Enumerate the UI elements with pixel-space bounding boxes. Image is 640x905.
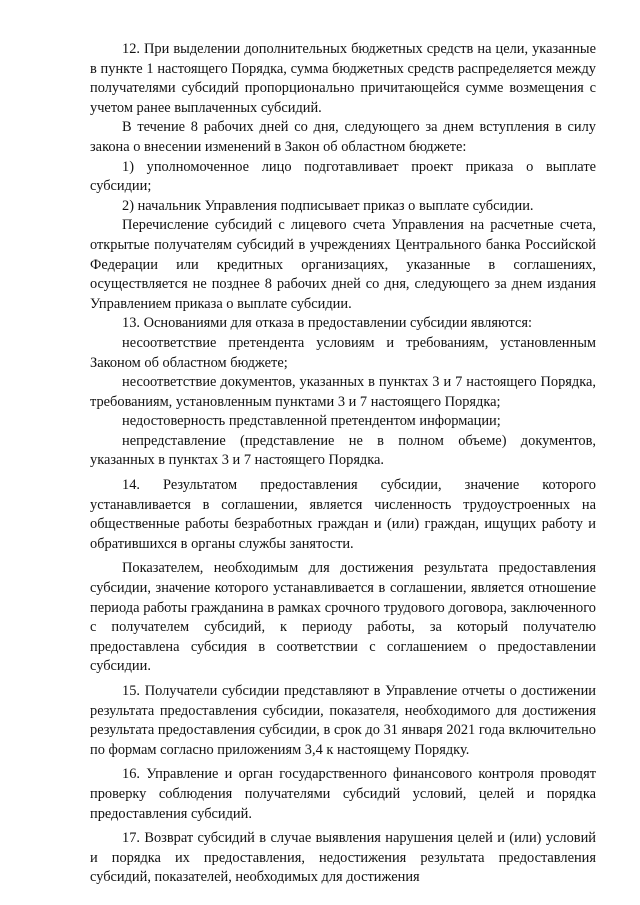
refusal-ground-inaccuracy: недостоверность представленной претендентом информации; — [122, 413, 501, 430]
list-item-2-sign-order: 2) начальник Управления подписывает приказ о выплате субсидии. — [122, 197, 534, 214]
paragraph-12-distribution: 12. При выделении дополнительных бюджетных средств на цели, указанные в пункте 1 настоящего Порядка, сумма бюджетных средств распределяется между получателями субсидий пропорционально причитающейся сумме возмещения с учетом ранее выплаченных субсидий. — [90, 41, 596, 116]
paragraph-indicator: Показателем, необходимым для достижения результата предоставления субсидии, значение которого устанавливается в соглашении, является отношение периода работы гражданина в рамках срочного трудового договора, заключенного с получателем субсидий, к периоду работы, за который получателю предоставлена субсидия в соответствии с соглашением о предоставлении субсидии. — [90, 560, 596, 675]
list-item-1-draft-order: 1) уполномоченное лицо подготавливает проект приказа о выплате субсидии; — [90, 158, 596, 195]
paragraph-17-refund: 17. Возврат субсидий в случае выявления нарушения целей и (или) условий и порядка их предоставления, недостижения результата предоставления субсидий, показателей, необходимых для достижения — [90, 830, 596, 886]
paragraph-15-reports: 15. Получатели субсидии представляют в Управление отчеты о достижении результата предоставления субсидии, показателя, необходимого для достижения результата предоставления субсидии, в срок до 31 января 2021 года включительно по формам согласно приложениям 3,4 к настоящему Порядку. — [90, 683, 596, 758]
paragraph-transfer-subsidies: Перечисление субсидий с лицевого счета Управления на расчетные счета, открытые получателям субсидий в учреждениях Центрального банка Российской Федерации или кредитных организациях, указанные в соглашениях, осуществляется не позднее 8 рабочих дней со дня, следующего за днем издания Управлением приказа о выплате субсидии. — [90, 217, 596, 312]
paragraph-13-refusal-grounds: 13. Основаниями для отказа в предоставлении субсидии являются: — [122, 315, 532, 332]
refusal-ground-noncompliance: несоответствие претендента условиям и требованиям, установленным Законом об областном бюджете; — [90, 334, 596, 371]
refusal-ground-nonsubmission: непредставление (представление не в полном объеме) документов, указанных в пунктах 3 и 7 настоящего Порядка. — [90, 432, 596, 469]
refusal-ground-documents: несоответствие документов, указанных в пунктах 3 и 7 настоящего Порядка, требованиям, установленным пунктами 3 и 7 настоящего Порядка; — [90, 374, 596, 410]
paragraph-payment-deadline: В течение 8 рабочих дней со дня, следующего за днем вступления в силу закона о внесении изменений в Закон об областном бюджете: — [90, 119, 596, 155]
document-page — [90, 40, 596, 888]
paragraph-16-audit: 16. Управление и орган государственного финансового контроля проводят проверку соблюдения получателями субсидий условий, целей и порядка предоставления субсидий. — [90, 766, 596, 822]
paragraph-14-result: 14. Результатом предоставления субсидии, значение которого устанавливается в соглашении, является численность трудоустроенных на общественные работы безработных граждан и (или) граждан, ищущих работу и обратившихся в органы службы занятости. — [90, 477, 596, 552]
